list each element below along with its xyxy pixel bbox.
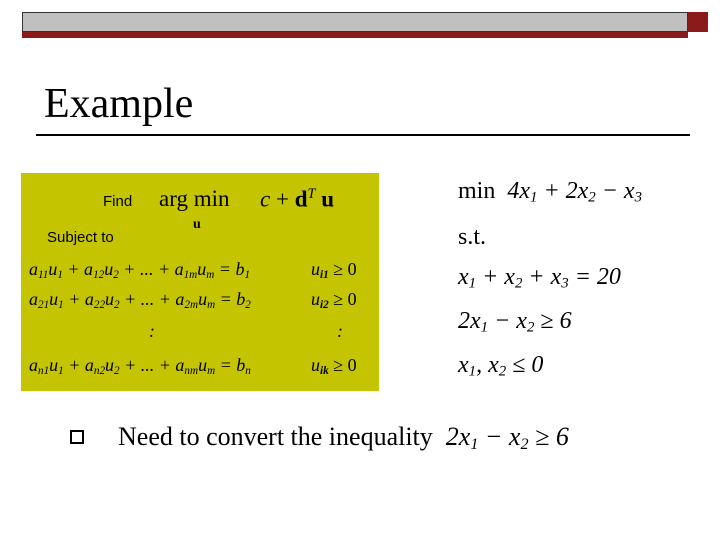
slide-title: Example: [44, 81, 194, 127]
argmin-subscript: u: [193, 217, 201, 232]
nonneg-row: $u_{ik} \ge 0$: [311, 355, 357, 377]
header-bar: [22, 12, 688, 32]
constraint-ellipsis: :: [149, 321, 155, 341]
sign-constraint: $x_1$, $x_2 \le 0$: [458, 352, 544, 380]
header-accent-square: [688, 12, 708, 32]
nonneg-row: $u_{i1} \ge 0$: [311, 259, 357, 281]
square-bullet-icon: [70, 430, 84, 444]
nonneg-row: $u_{i2} \ge 0$: [311, 289, 357, 311]
argmin-label: arg min: [159, 186, 230, 211]
title-divider: [36, 134, 690, 136]
constraint-row: $a_{n1}u_1 + a_{n2}u_2$ + ... + $a_{nm}u_m = b_n$: [29, 355, 251, 377]
objective-expression: $c + d^T$ u: [260, 186, 334, 212]
subject-to-label: Subject to: [47, 229, 114, 246]
bullet-text: Need to convert the inequality $2x_1 - x_2 \ge 6$: [118, 422, 569, 454]
find-label: Find: [103, 193, 133, 210]
constraint-equality: $x_1 + x_2 + x_3 = 20$: [458, 264, 621, 292]
constraint-inequality: $2x_1 - x_2 \ge 6$: [458, 308, 572, 336]
formulation-box: [21, 173, 379, 391]
nonneg-ellipsis: :: [337, 321, 343, 341]
constraint-row: $a_{21}u_1 + a_{22}u_2$ + ... + $a_{2m}u_m = b_2$: [29, 289, 251, 311]
constraint-row: $a_{11}u_1 + a_{12}u_2$ + ... + $a_{1m}u_m = b_1$: [29, 259, 251, 281]
st-label: s.t.: [458, 224, 487, 250]
objective-line: $\min 4x_1 + 2x_2 - x_3$: [458, 178, 643, 206]
header-accent-line: [22, 32, 688, 38]
